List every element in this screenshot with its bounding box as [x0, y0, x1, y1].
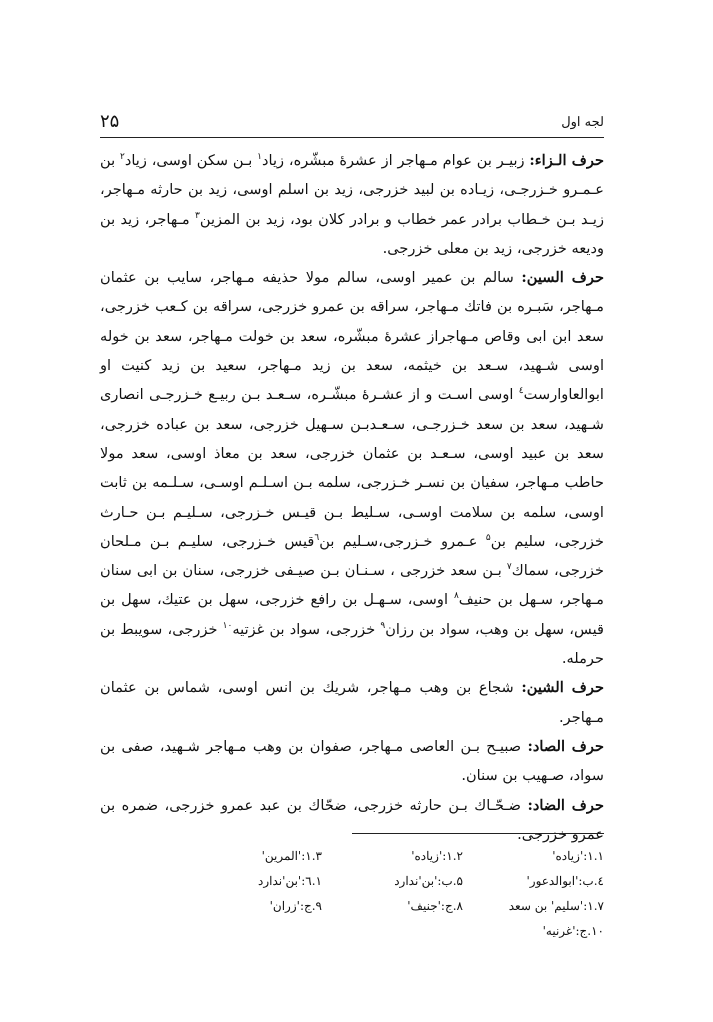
text-segment: بـن سکن اوسی، زیاد: [124, 152, 258, 169]
footnote-row: [180, 894, 604, 919]
text-segment: بـن سعد خزرجی ، سـنـان بـن صیـفی خزرجی، سنان بن ابی سنان مـهاجر، سـهل بن حنیف: [100, 562, 604, 609]
footnote-marker: ۲: [119, 152, 125, 163]
footnote: ۱.۷:'سلیم' بن سعد: [508, 899, 604, 913]
text-segment: بن عـمـرو خـزرجـی، زیـاده بن لبید خزرجی، زید بن اسلم اوسی، زید بن حارثه مـهاجر، زیـد بـن خـطاب برادر عمر خطاب و برادر کلان بود، زید بن المزین: [100, 152, 604, 228]
footnote-marker: ٤: [518, 386, 524, 397]
footnote-marker: ۱: [257, 152, 263, 163]
footnote: ۵.ب:'بن'ندارد: [394, 874, 463, 888]
page-header: [100, 111, 604, 137]
footnote-marker: ۵: [485, 533, 491, 543]
paragraph-heading: حرف الضاد:: [527, 796, 604, 814]
text-segment: شجاع بن وهب مـهاجر، شریك بن انس اوسی، شماس بن عثمان مـهاجر.: [100, 679, 604, 726]
footnote: ۸.ج:'جنیف': [407, 899, 463, 913]
footnotes: [180, 844, 604, 944]
footnote-rule: [352, 833, 604, 834]
footnote: ۱.۱:'زیاده': [552, 849, 604, 863]
footnote-row: [180, 919, 604, 944]
header-rule: [100, 137, 604, 138]
paragraph-sad: [100, 732, 604, 791]
footnote-marker: ۳: [195, 210, 200, 221]
footnote-row: [180, 844, 604, 869]
text-segment: زبیـر بن عوام مـهاجر از عشرهٔ مبشّره، زیاد: [262, 152, 530, 169]
footnote-row: [180, 869, 604, 894]
text-segment: قیس خـزرجی، سلیـم بـن مـلحان خزرجی، سماك: [100, 532, 605, 580]
footnote: ۱.۲:'زیاده': [411, 849, 463, 863]
paragraph-shin: [100, 673, 604, 732]
footnote: ۹.ج:'زران': [269, 899, 322, 913]
footnote: ٤.ب:'ابوالدعور': [526, 874, 604, 888]
text-segment: سالم بن عمیر اوسی، سالم مولا حذیفه مـهاجر، سایب بن عثمان مـهاجر، سَبـره بن فاتك مـهاجر، سراقه بن عمرو خزرجی، سراقه بن کـعب خزرجی، سعد ابن ابی وقاص مـهاجراز عشرهٔ مبشّره، سعد بن خولت مـهاجر، سعد بن خوله اوسی شـهید، سـعد بن خیثمه، سعد بن زید مـهاجر، سعید بن زید کنیت او ابوالعاوارست: [100, 269, 604, 404]
text-segment: مـهاجر، زید بن ودیعه خزرجی، زید بن معلی خزرجی.: [100, 210, 604, 257]
paragraph-dad: [100, 791, 604, 850]
text-segment: صبیـح بـن العاصی مـهاجر، صفوان بن وهب مـهاجر شـهید، صفی بن سواد، صـهیب بن سنان.: [100, 737, 604, 785]
section-title: لجه اول: [561, 115, 604, 130]
text-segment: ضـحّـاك بـن حارثه خزرجی، ضحّاك بن عبد عمرو خزرجی، ضمره بن عمرو خزرجی.: [100, 796, 604, 843]
text-segment: اوسی، سـهـل بن رافع خزرجی، سهل بن عتیك، سهل بن قیس، سهل بن وهب، سواد بن رزان: [100, 591, 604, 638]
page-number: ۲۵: [100, 111, 120, 132]
paragraph-heading: حرف السین:: [521, 269, 604, 287]
footnote-marker: ۸: [453, 591, 459, 602]
body-text: [100, 146, 604, 849]
footnote: ۱.۳:'المرین': [261, 849, 322, 863]
paragraph-heading: حرف الصاد:: [527, 737, 604, 755]
footnote-marker: ۷: [506, 562, 512, 573]
footnote-marker: ۹: [380, 620, 386, 631]
footnote: ۱۰.ج:'غرنیه': [542, 924, 604, 938]
paragraph-heading: حرف الـزاء:: [529, 152, 604, 169]
paragraph-zay: [100, 146, 604, 263]
footnote: ۱.٦:'بن'ندارد: [258, 874, 322, 888]
text-segment: خزرجی، سویبط بن حرمله.: [100, 620, 604, 668]
text-segment: عـمرو خـزرجی،سـلیم بن: [319, 532, 486, 550]
text-segment: اوسی اسـت و از عشـرهٔ مبشّـره، سـعـد بـن ربیـع خـزرجـی انصاری شـهید، سعد بن سعد خـزرجـی، سـعـدبـن سـهیل خزرجی، سعد بن عباده خزرجی، سعد بن عبید اوسی، سـعـد بن عثمان خزرجی، سعد بن معاذ اوسی، سعد مولا حاطب مـهاجر، سفیان بن نسـر خـزرجی، سلمه بـن اسـلـم اوسـی، سـلـمه بن ثابت اوسی، سلمه بن سلامت اوسـی، سـلیط بـن قیـس خـزرجی، سـلیـم بـن حـارث خزرجی، سلیم بن: [100, 386, 604, 550]
paragraph-sin: [100, 263, 604, 673]
footnote-marker: ٦: [314, 533, 320, 543]
footnote-marker: ۱۰: [222, 620, 233, 631]
text-segment: خزرجی، سواد بن غزتیه: [232, 620, 381, 638]
paragraph-heading: حرف الشین:: [521, 679, 604, 697]
